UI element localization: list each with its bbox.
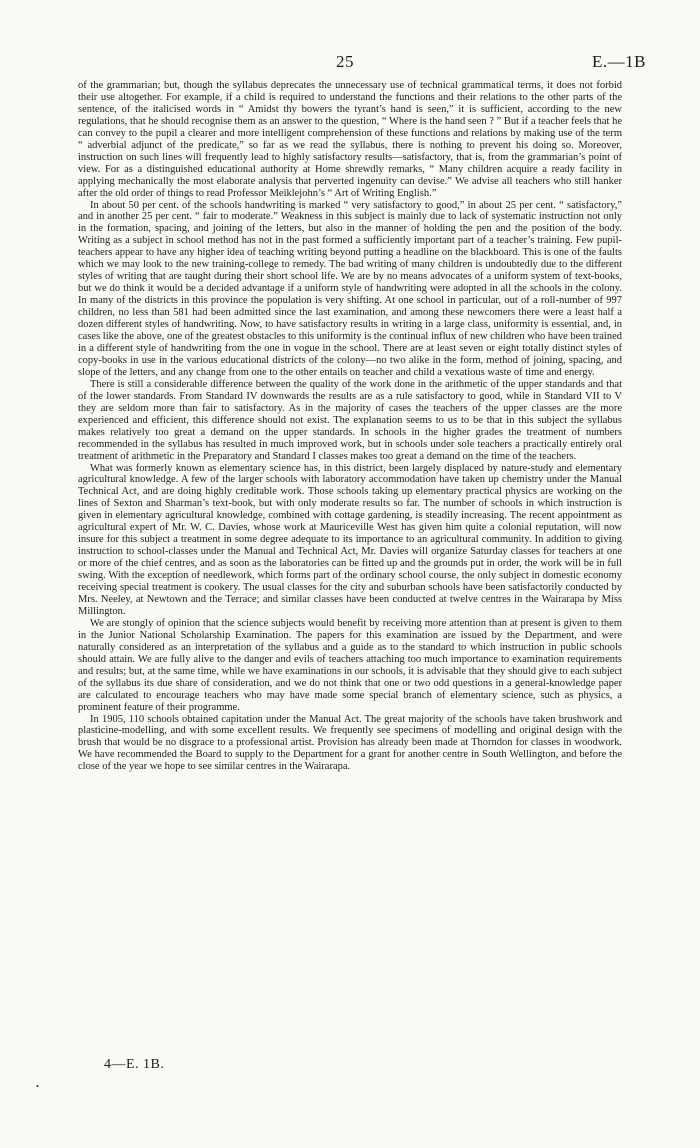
paragraph-science: What was formerly known as elementary science has, in this district, been largely displaced by nature-study and elementary agricultural knowledge. A few of the larger schools with laboratory accommodation have taken up chemistry under the Manual Technical Act, and are doing highly creditable work. Those schools taking up elementary practical physics are working on the lines of Sexton and Sharman’s text-book, but with only moderate results so far. The number of schools in which instruction is given in elementary agricultural knowledge, combined with cottage gardening, is steadily increasing. The recent appointment as agricultural expert of Mr. W. C. Davies, whose work at Mauriceville West has given him quite a colonial reputation, will now insure for this subject a treatment in some degree adequate to its importance to an agricultural community. In addition to giving instruction to school-classes under the Manual and Technical Act, Mr. Davies will organize Saturday classes for teachers at one or more of the chief centres, and as soon as the laboratories can be fitted up and the grounds put in order, the work will be in full swing. With the exception of needlework, which forms part of the ordinary school course, the only subject in domestic economy receiving special treatment is cookery. The usual classes for the city and suburban schools have been satisfactorily conducted by Mrs. Neeley, at Newtown and the Terrace; and similar classes have been conducted at twelve centres in the Wairarapa by Miss Millington. (78, 462, 622, 617)
signature-mark: 4—E. 1B. (104, 1057, 165, 1072)
paragraph-scholarship: We are stongly of opinion that the science subjects would benefit by receiving more attention than at present is given to them in the Junior National Scholarship Examination. The papers for this examination are issued by the Department, and were naturally considered as an interpretation of the syllabus and a guide as to the standard to which instruction in public schools should attain. We are fully alive to the danger and evils of teachers attaching too much importance to examination requirements and results; but, at the same time, while we have examinations in our schools, it is advisable that they should give to each subject of the syllabus its due share of consideration, and we do not think that one or two odd questions in a general-knowledge paper are calculated to encourage teachers who may have made some special branch of elementary science, such as physics, a prominent feature of their programme. (78, 617, 622, 713)
page-number: 25 (336, 52, 354, 71)
paragraph-handwriting: In about 50 per cent. of the schools handwriting is marked “ very satisfactory to good,” in about 25 per cent. “ satisfactory,” and in another 25 per cent. “ fair to moderate.” Weakness in this subject is mainly due to lack of systematic instruction not only in the formation, spacing, and joining of the letters, but also in the manner of holding the pen and the position of the body. Writing as a subject in school method has not in the past formed a sufficiently important part of a teacher’s training. Few pupil-teachers appear to have any higher idea of teaching writing beyond putting a headline on the blackboard. This is one of the faults which we may look to the new training-college to remedy. The bad writing of many children is undoubtedly due to the different styles of writing that are taught during their short school life. We are by no means advocates of a uniform system of text-books, but we do think it would be a decided advantage if a uniform style of handwriting were adopted in all the schools in the colony. In many of the districts in this province the population is very shifting. At one school in particular, out of a roll-number of 997 children, no less than 581 had been admitted since the last examination, and among these newcomers there were a least half a dozen different styles of handwriting. Now, to have satisfactory results in writing in a large class, uniformity is essential, and, in cases like the above, one of the greatest obstacles to this uniformity is the continual influx of new children who have been trained in a different style of handwriting from the one in vogue in the school. There are at least seven or eight totally distinct styles of copy-books in use in the various educational districts of the colony—no two alike in the form, method of joining, spacing, and slope of the letters, and any change from one to the other entails on teacher and child a vexatious waste of time and energy. (78, 199, 622, 378)
body-text (78, 80, 622, 773)
document-code: E.—1B (592, 52, 646, 71)
margin-dot: • (36, 1082, 39, 1091)
page-header (0, 52, 700, 72)
paragraph-manual-act: In 1905, 110 schools obtained capitation under the Manual Act. The great majority of the schools have taken brushwork and plasticine-modelling, and with some excellent results. We frequently see specimens of modelling and original design with the brush that would be no disgrace to a professional artist. Provision has already been made at Thorndon for classes in woodwork. We have recommended the Board to supply to the Department for a grant for another centre in South Wellington, and before the close of the year we hope to see similar centres in the Wairarapa. (78, 713, 622, 773)
paragraph-grammar: of the grammarian; but, though the syllabus deprecates the unnecessary use of technical grammatical terms, it does not forbid their use altogether. For example, if a child is required to understand the functions and their relations to the other parts of the sentence, of the italicised words in “ Amidst thy bowers the tyrant’s hand is seen,” it is sufficient, according to the new regulations, that he should recognise them as an answer to the question, “ Where is the hand seen ? ” But if a teacher feels that he can convey to the pupil a clearer and more intelligent comprehension of these functions and relations by making use of the term “ adverbial adjunct of the predicate,” so far as we read the syllabus, there is nothing to prevent his doing so. Moreover, instruction on such lines will frequently lead to highly satisfactory results—satisfactory, that is, from the grammarian’s point of view. For as a distinguished educational authority at Home shrewdly remarks, “ Many children acquire a ready facility in applying mechanically the most elaborate analysis that perverted ingenuity can devise.” We advise all teachers who still hanker after the old order of things to read Professor Meiklejohn’s “ Art of Writing English.” (78, 80, 622, 199)
paragraph-arithmetic: There is still a considerable difference between the quality of the work done in the arithmetic of the upper standards and that of the lower standards. From Standard IV downwards the results are as a rule satisfactory to good, while in Standard VII to V they are seldom more than fair to satisfactory. As in the majority of cases the teachers of the upper classes are the more experienced and efficient, this difference should not exist. The explanation seems to us to be that in this subject the syllabus makes relatively too great a demand on the upper standards. In schools in the higher grades the treatment of numbers recommended in the syllabus has resulted in much improved work, but in schools under sole teachers a practically entirely oral treatment of arithmetic in the Preparatory and Standard I classes makes too great a demand on the time of the teachers. (78, 378, 622, 462)
